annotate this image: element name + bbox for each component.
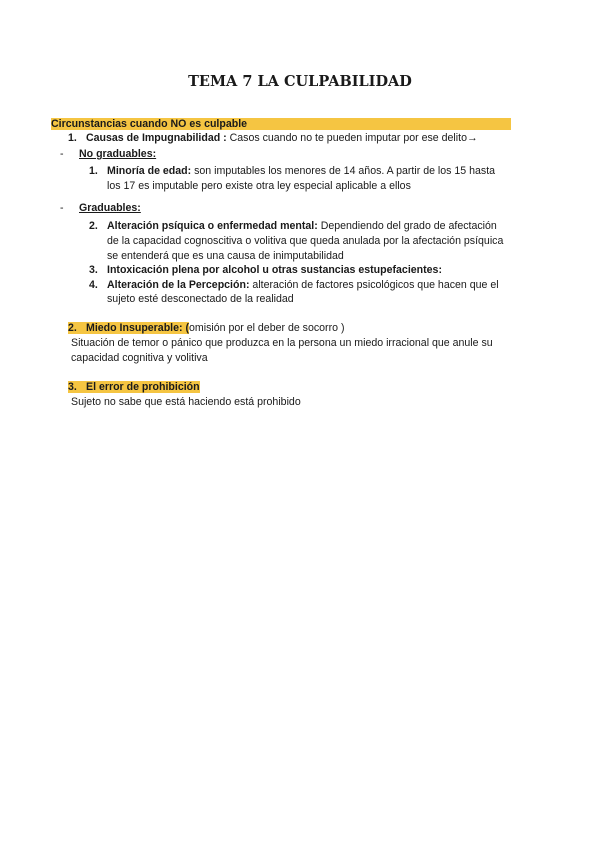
item-miedo-insuperable-line2: capacidad cognitiva y volitiva bbox=[71, 352, 208, 364]
item-error-prohibicion: 3. El error de prohibición bbox=[68, 381, 200, 393]
item-miedo-insuperable: 2. Miedo Insuperable: (omisión por el deber de socorro ) bbox=[68, 322, 345, 334]
item-minoria-edad: 1. Minoría de edad: son imputables los menores de 14 años. A partir de los 15 hasta bbox=[89, 165, 496, 177]
item-intoxicacion: 3. Intoxicación plena por alcohol u otras sustancias estupefacientes: bbox=[89, 264, 442, 276]
item-causas-impugnabilidad: 1. Causas de Impugnabilidad : Casos cuando no te pueden imputar por ese delito→ bbox=[68, 132, 478, 144]
item-miedo-insuperable-line1: Situación de temor o pánico que produzca en la persona un miedo irracional que anule su bbox=[71, 337, 493, 349]
item-minoria-edad-line2: los 17 es imputable pero existe otra ley especial aplicable a ellos bbox=[107, 180, 411, 192]
graduables-heading: Graduables: bbox=[79, 202, 141, 214]
item-alteracion-psiquica-line2: de la capacidad cognoscitiva o volitiva que queda anulada por la afectación psíquica bbox=[107, 235, 504, 247]
no-graduables-heading: No graduables: bbox=[79, 148, 157, 160]
item-alteracion-psiquica-line3: se entenderá que es una causa de inimputabilidad bbox=[107, 250, 344, 262]
item-alteracion-percepcion: 4. Alteración de la Percepción: alteración de factores psicológicos que hacen que el bbox=[89, 279, 499, 291]
item-alteracion-psiquica: 2. Alteración psíquica o enfermedad mental: Dependiendo del grado de afectación bbox=[89, 220, 497, 232]
item-alteracion-percepcion-line2: sujeto esté desconectado de la realidad bbox=[107, 293, 294, 305]
graduables-dash: - bbox=[60, 202, 64, 214]
item-error-prohibicion-line1: Sujeto no sabe que está haciendo está prohibido bbox=[71, 396, 301, 408]
section-heading: Circunstancias cuando NO es culpable bbox=[51, 118, 248, 130]
page-title: TEMA 7 LA CULPABILIDAD bbox=[188, 73, 412, 90]
no-graduables-dash: - bbox=[60, 148, 64, 160]
